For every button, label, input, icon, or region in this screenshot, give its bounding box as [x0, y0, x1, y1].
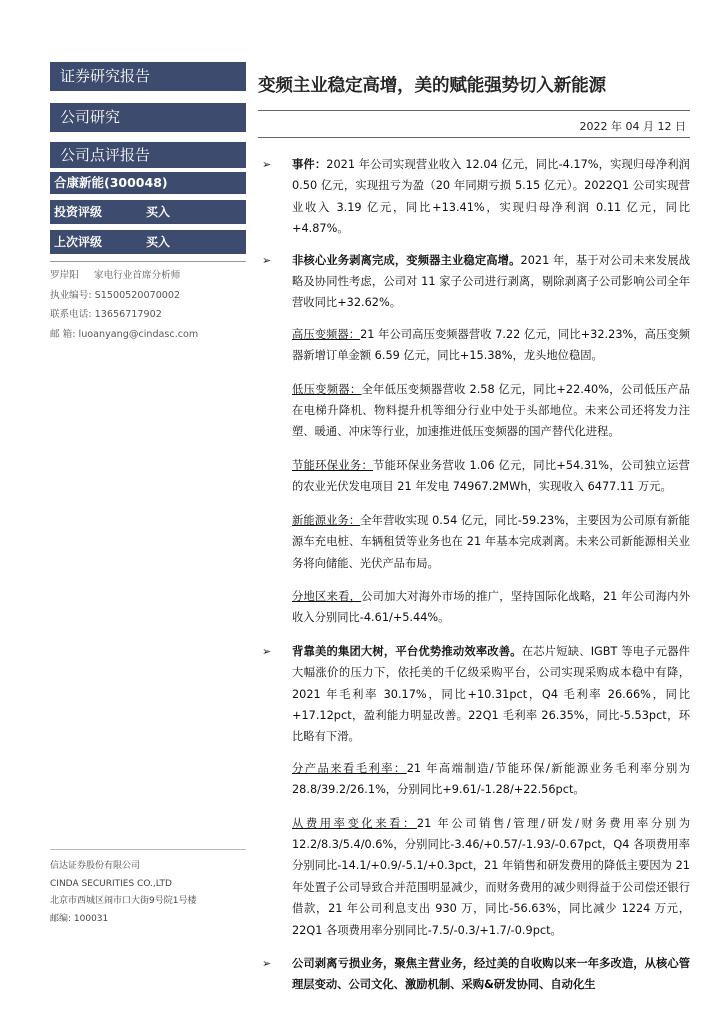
rating-label: 投资评级 [54, 205, 103, 219]
sub-lead: 分产品来看毛利率： [292, 761, 407, 775]
research-type-band: 公司研究 [50, 103, 246, 132]
email-label: 邮 箱: [50, 328, 76, 340]
arrow-bullet-icon: ➢ [262, 158, 272, 171]
sub-lead: 节能环保业务： [292, 458, 374, 472]
company-name: 合康新能(300048) [50, 172, 246, 194]
report-body [258, 154, 690, 1006]
analyst-info [50, 266, 246, 344]
sub-text: 节能环保业务营收 1.06 亿元，同比+54.31%，公司独立运营的农业光伏发电项目 21 年发电 74967.2MWh，实现收入 6477.11 万元。 [292, 458, 690, 494]
divider [50, 261, 246, 262]
bullet-lead: 公司剥离亏损业务，聚焦主营业务，经过美的自收购以来一年多改造，从核心管理层变动、公司文化、激励机制、采购&研发协同、自动化生 [292, 957, 690, 992]
sub-text: 全年营收实现 0.54 亿元，同比-59.23%，主要因为公司原有新能源车充电桩、车辆租赁等业务也在 21 年基本完成剥离。未来公司新能源相关业务将向储能、光伏产品布局。 [292, 513, 690, 570]
bullet-lead: 背靠美的集团大树，平台优势推动效率改善。 [292, 644, 522, 658]
sub-gross-margin [258, 758, 690, 801]
arrow-bullet-icon: ➢ [262, 644, 272, 658]
firm-name-en: CINDA SECURITIES CO.,LTD [50, 878, 172, 889]
firm-name-cn: 信达证券股份有限公司 [50, 861, 141, 871]
bullet-midea [258, 641, 690, 748]
sub-region [258, 586, 690, 629]
sub-lead: 低压变频器： [292, 382, 362, 396]
sub-new-energy [258, 510, 690, 574]
sub-expense-ratio [258, 813, 690, 941]
prev-rating-value: 买入 [146, 235, 171, 249]
divider [50, 849, 246, 850]
email-link[interactable]: luoanyang@cindasc.com [78, 328, 199, 340]
phone-value: 13656717902 [94, 309, 162, 320]
firm-postcode: 邮编: 100031 [50, 913, 109, 924]
sub-high-voltage [258, 324, 690, 367]
sidebar [50, 62, 246, 932]
sub-energy-saving [258, 455, 690, 498]
sub-lead: 分地区来看， [292, 589, 362, 603]
report-category-band: 公司点评报告 [50, 142, 246, 168]
sub-lead: 新能源业务： [292, 513, 361, 527]
sub-text: 全年低压变频器营收 2.58 亿元，同比+22.40%，公司低压产品在电梯升降机、物料提升机等细分行业中处于头部地位。未来公司还将发力注塑、暖通、冲床等行业，加速推进低压变频器的国产替代化进程。 [292, 382, 690, 439]
sub-lead: 高压变频器： [292, 327, 361, 341]
sub-text: 21 年公司销售/管理/研发/财务费用率分别为 12.2/8.3/5.4/0.6%，分别同比-3.46/+0.57/-1.93/-0.67pct，Q4 各项费用率分别同比-14.1/+0.9/-5.1/+0.3pct，21 年销售和研发费用的降低主要因为 21 年处置子公司导致合并范围明显减少，而财务费用的减少则得益于公司偿还银行借款，21 年公司利息支出 930 万，同比-56.63%，同比减少 1224 万元，22Q1 各项费用率分别同比-7.5/-0.3/+1.7/-0.9pct。 [292, 816, 690, 937]
prev-rating-label: 上次评级 [54, 235, 103, 249]
bullet-divestiture [258, 250, 690, 314]
bullet-text: 2021 年公司实现营业收入 12.04 亿元，同比-4.17%，实现归母净利润 0.50 亿元，实现扭亏为盈（20 年同期亏损 5.15 亿元）。2022Q1 公司实现营业收入 3.19 亿元，同比+13.41%，实现归母净利润 0.11 亿元，同比+4.87%。 [292, 158, 690, 236]
analyst-name: 罗岸阳 [50, 270, 79, 281]
analyst-title: 家电行业首席分析师 [94, 270, 181, 281]
rating-row [50, 200, 246, 224]
cert-value: S1500520070002 [94, 289, 181, 301]
cert-label: 执业编号: [50, 289, 92, 301]
report-type-band: 证券研究报告 [50, 62, 246, 91]
firm-address: 北京市西城区闹市口大街9号院1号楼 [50, 896, 197, 906]
report-date: 2022 年 04 月 12 日 [579, 120, 686, 133]
divider [258, 137, 690, 138]
bullet-event [258, 154, 690, 240]
divider [258, 110, 690, 111]
sub-lead: 从费用率变化来看： [292, 816, 417, 830]
firm-info [50, 858, 246, 928]
prev-rating-row [50, 230, 246, 254]
bullet-restructure [258, 953, 690, 996]
bullet-lead: 事件： [292, 158, 327, 171]
bullet-lead: 非核心业务剥离完成，变频器主业稳定高增。 [292, 253, 521, 267]
bullet-text: 2021 年，基于对公司未来发展战略及协同性考虑，公司对 11 家子公司进行剥离，剔除剥离子公司影响公司全年营收同比+32.62%。 [292, 253, 690, 310]
arrow-bullet-icon: ➢ [262, 957, 272, 970]
arrow-bullet-icon: ➢ [262, 253, 272, 267]
sub-low-voltage [258, 379, 690, 443]
bullet-text: 在芯片短缺、IGBT 等电子元器件大幅涨价的压力下，依托美的千亿级采购平台，公司实现采购成本稳中有降，2021 年毛利率 30.17%，同比+10.31pct，Q4 毛利率 26.66%，同比+17.12pct，盈利能力明显改善。22Q1 毛利率 26.35%，同比-5.53pct，环比略有下滑。 [292, 644, 690, 744]
phone-label: 联系电话: [50, 309, 92, 320]
sub-text: 21 年公司高压变频器营收 7.22 亿元，同比+32.23%，高压变频器新增订单金额 6.59 亿元，同比+15.38%，龙头地位稳固。 [292, 327, 690, 363]
sub-text: 21 年高端制造/节能环保/新能源业务毛利率分别为 28.8/39.2/26.1%，分别同比+9.61/-1.28/+22.56pct。 [292, 761, 690, 797]
rating-value: 买入 [146, 205, 171, 219]
sub-text: 公司加大对海外市场的推广，坚持国际化战略，21 年公司海内外收入分别同比-4.61/+5.44%。 [292, 589, 690, 625]
page-title: 变频主业稳定高增，美的赋能强势切入新能源 [258, 76, 606, 96]
